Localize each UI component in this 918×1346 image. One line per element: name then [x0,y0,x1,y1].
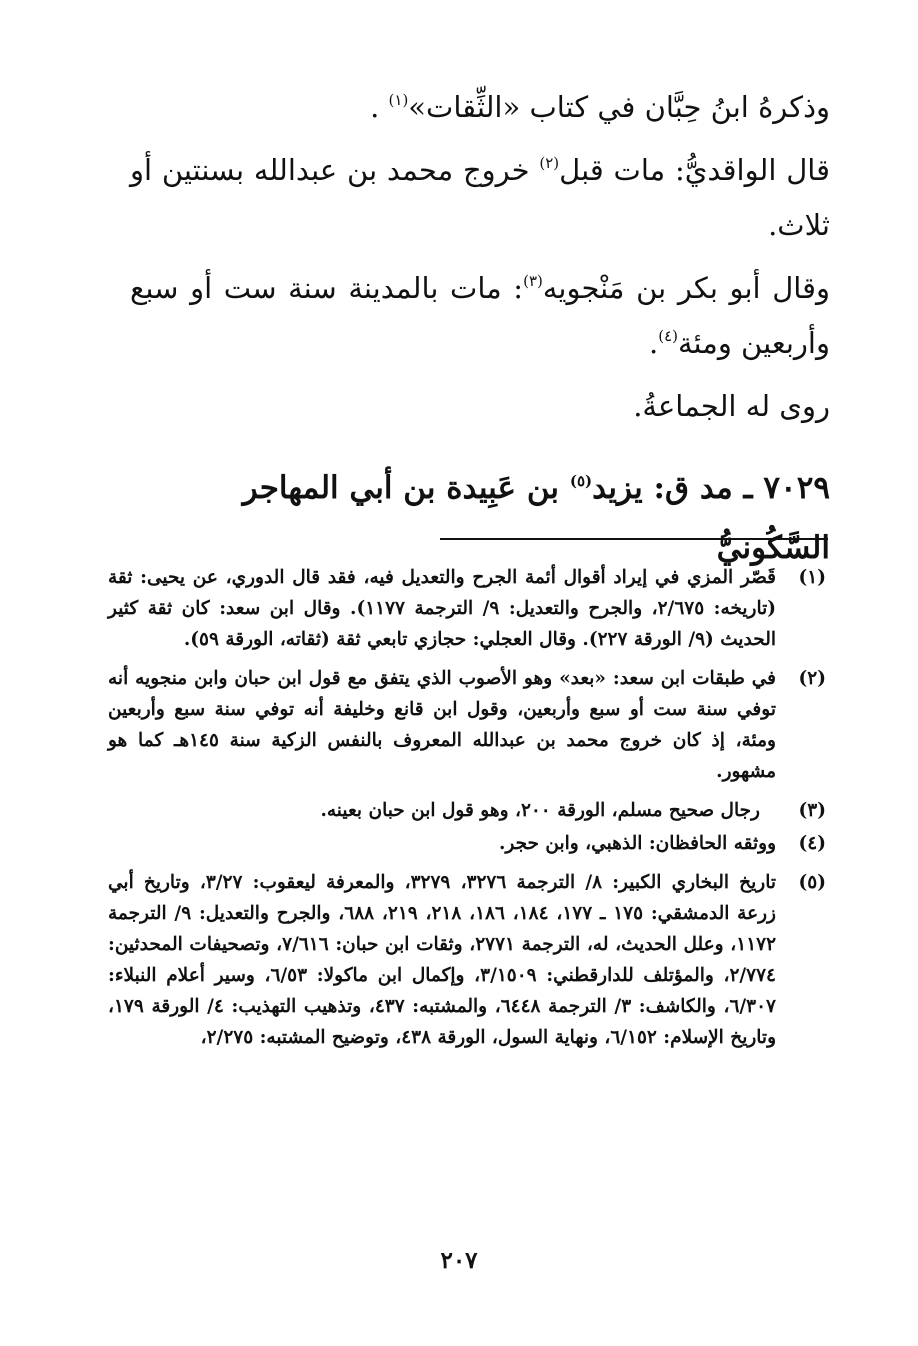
footnote-text: ووثقه الحافظان: الذهبي، وابن حجر. [498,833,776,854]
footnote [108,562,826,655]
paragraph-waqidi: قال الواقديُّ: مات قبل$^{(٢)}$ خروج محمد بن عبدالله بسنتين أو ثلاث. [130,153,830,242]
footnote-text: في طبقات ابن سعد: «بعد» وهو الأصوب الذي يتفق مع قول ابن حبان وابن منجويه أنه توفي سنة ست أو سبع وأربعين، وقول ابن قانع وخليفة أنه توفي سنة سبع وأربعين ومئة، إذ كان خروج محمد بن عبدالله المعروف بالنفس الزكية سنة ١٤٥هـ كما هو مشهور. [108,668,776,782]
footnote-number: (٢) [798,668,826,689]
footnote-text: قَصّر المزي في إيراد أقوال أئمة الجرح والتعديل فيه، فقد قال الدوري، عن يحيى: ثقة (تاريخه: ٢/٦٧٥، والجرح والتعديل: ٩/ الترجمة ١١٧٧). وقال ابن سعد: كان ثقة كثير الحديث (٩/ الورقة ٢٢٧). وقال العجلي: حجازي تابعي ثقة (ثقاته، الورقة ٥٩). [108,567,776,650]
footnote [108,828,826,859]
footnotes-section [108,562,826,1061]
paragraph-ibn-manjawayh: وقال أبو بكر بن مَنْجويه$^{(٣)}$: مات بالمدينة سنة ست أو سبع وأربعين ومئة$^{(٤)}$. [130,271,830,360]
footnote-ref[interactable]: (٥) [569,472,593,490]
entry-heading: ٧٠٢٩ ـ مد ق: يزيد$^{(٥)}$ بن عَبِيدة بن أبي المهاجر السَّكُونيُّ [242,470,830,566]
footnote [108,795,826,826]
footnote-ref[interactable]: (٢) [539,154,560,172]
footnote-number: (٣) [798,800,826,821]
footnote-ref[interactable]: (٣) [523,272,543,290]
footnote-ref[interactable]: (٤) [658,327,678,345]
paragraph-narrators: روى له الجماعةُ. [633,389,830,423]
footnote-number: (٥) [798,872,826,893]
footnote [108,663,826,787]
footnote-ref[interactable]: (١) [388,91,409,109]
footnote [108,867,826,1053]
footnote-divider [440,538,828,540]
footnote-number: (١) [798,567,826,588]
footnote-number: (٤) [798,833,826,854]
footnote-text: تاريخ البخاري الكبير: ٨/ الترجمة ٣٢٧٦، ٣٢٧٩، والمعرفة ليعقوب: ٣/٢٧، وتاريخ أبي زرعة الدمشقي: ١٧٥ ـ ١٧٧، ١٨٤، ١٨٦، ٢١٨، ٢١٩، ٦٨٨، والجرح والتعديل: ٩/ الترجمة ١١٧٢، وعلل الحديث، له، الترجمة ٢٧٧١، وثقات ابن حبان: ٧/٦١٦، وتصحيفات المحدثين: ٢/٧٧٤، والمؤتلف للدارقطني: ٣/١٥٠٩، وإكمال ابن ماكولا: ٦/٥٣، وسير أعلام النبلاء: ٦/٣٠٧، والكاشف: ٣/ الترجمة ٦٤٤٨، والمشتبه: ٤٣٧، وتذهيب التهذيب: ٤/ الورقة ١٧٩، وتاريخ الإسلام: ٦/١٥٢، ونهاية السول، الورقة ٤٣٨، وتوضيح المشتبه: ٢/٢٧٥، [108,872,777,1048]
main-text [130,80,830,442]
paragraph-ibn-hibban: وذكرهُ ابنُ حِبَّان في كتاب «الثِّقات»$^{(١)}$ . [370,90,830,124]
footnote-text: رجال صحيح مسلم، الورقة ٢٠٠، وهو قول ابن حبان بعينه. [320,800,760,821]
page-number: ٢٠٧ [440,1247,478,1274]
